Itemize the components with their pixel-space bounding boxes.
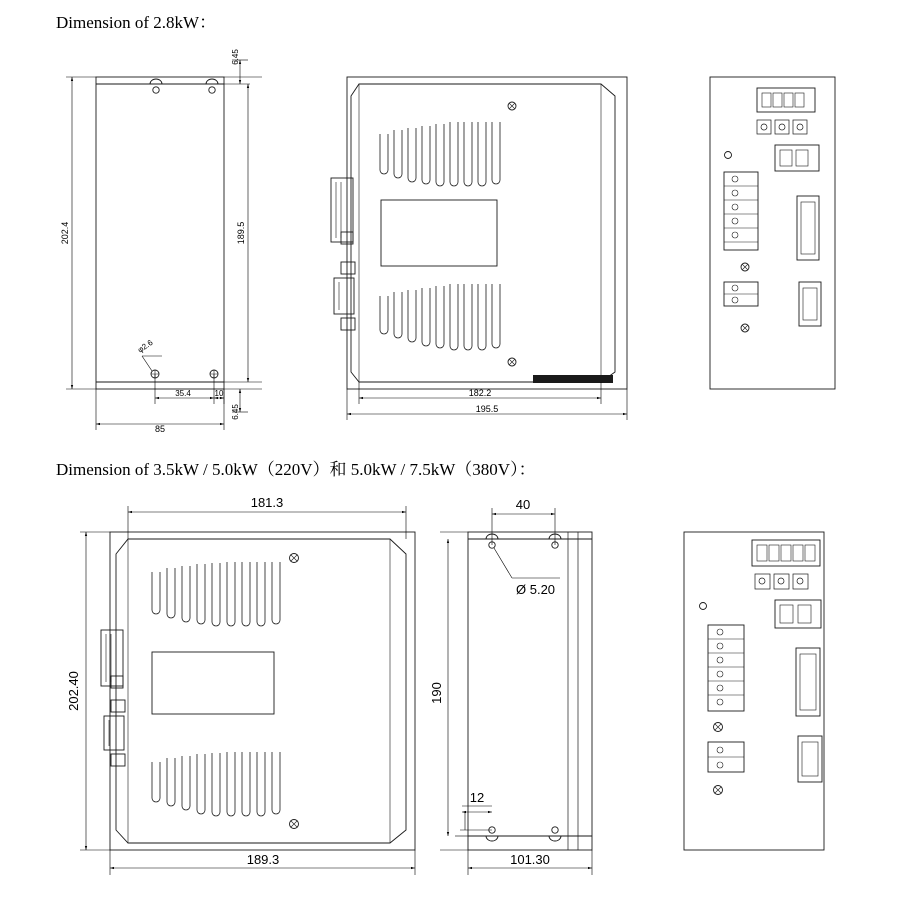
dim-side-width-2: 101.30 [510, 852, 550, 867]
dim-side-bottom-offset-2: 12 [469, 790, 485, 805]
dim-side-top-offset-2: 40 [515, 497, 531, 512]
dim-side-height-overall: 202.4 [60, 221, 70, 245]
fig1-side-view [96, 77, 224, 389]
dim-front-width-bottom: 189.3 [246, 852, 280, 867]
dim-front-width-inner: 182.2 [468, 388, 492, 398]
fig2-front-dimension-lines [80, 506, 415, 875]
dim-side-hole-edge: 10 [214, 389, 224, 398]
fig2-dimension-labels [66, 495, 555, 867]
figure-2-heading: Dimension of 3.5kW / 5.0kW（220V）和 5.0kW / 7.5kW（380V）： [56, 460, 536, 479]
fig1-connector-panel-view [710, 77, 835, 389]
dim-hole-diameter: φ2.6 [135, 337, 155, 355]
fig1-front-view [331, 77, 627, 389]
figure-1-heading: Dimension of 2.8kW： [56, 13, 217, 32]
fig2-side-view [468, 532, 592, 850]
fig2-connector-panel-view [684, 532, 824, 850]
fig2-front-view [101, 532, 415, 850]
dim-side-height-mount: 189.5 [236, 221, 246, 245]
dim-side-hole-diameter: Ø 5.20 [516, 582, 556, 597]
dim-side-bottom-offset: 6.45 [231, 404, 240, 420]
dim-front-width-overall: 195.5 [475, 404, 499, 414]
dim-side-height-2: 190 [429, 682, 444, 704]
dim-side-hole-spacing: 35.4 [175, 389, 191, 398]
fig2-side-dimension-lines [440, 508, 592, 875]
fig1-dimension-labels [60, 49, 498, 434]
dim-front-width-top: 181.3 [250, 495, 284, 510]
dim-side-top-offset: 6.45 [231, 49, 240, 65]
dim-side-width-overall: 85 [154, 424, 166, 434]
fig1-side-dimension-lines [66, 60, 262, 430]
dim-front-height: 202.40 [66, 671, 81, 711]
